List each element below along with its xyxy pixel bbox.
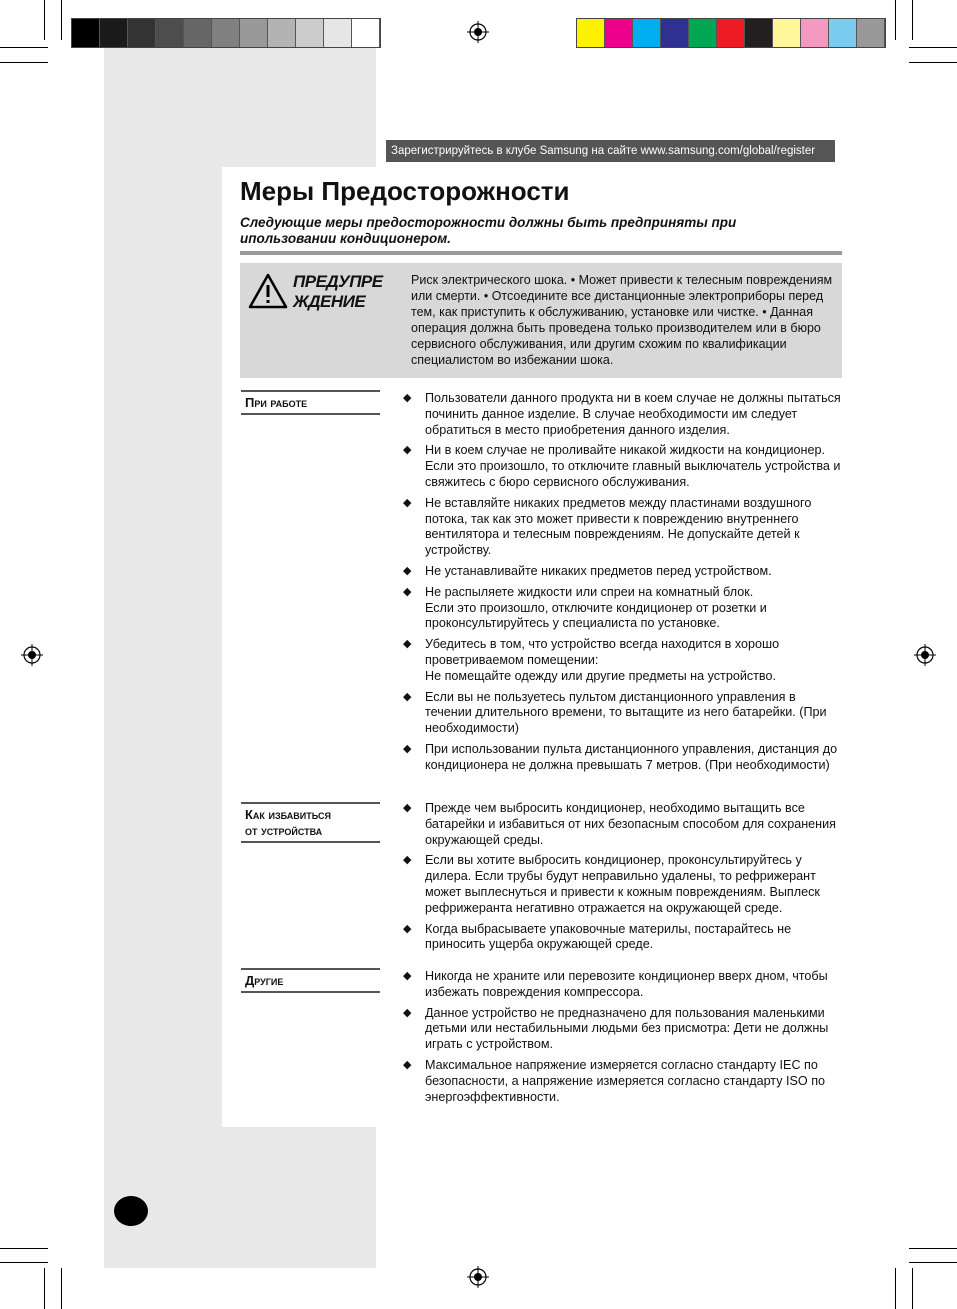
warning-box xyxy=(240,263,842,378)
section-heading-operation xyxy=(241,390,380,415)
color-swatch xyxy=(240,19,268,47)
list-item xyxy=(403,443,843,490)
list-item-text: Если вы хотите выбросить кондиционер, проконсультируйтесь у дилера. Если трубы будут неправильно удалены, то рефрижерант может выплеснуться и привести к кожным повреждениям. Выплеск рефрижеранта негативно отражается на окружающей среде. xyxy=(425,853,820,915)
section-heading-text: Другие xyxy=(245,973,284,988)
crop-mark xyxy=(0,1248,48,1249)
list-item xyxy=(403,922,843,954)
diamond-bullet-icon: ◆ xyxy=(403,638,412,651)
list-item xyxy=(403,1058,843,1105)
register-banner: Зарегистрируйтесь в клубе Samsung на сайте www.samsung.com/global/register xyxy=(386,140,835,162)
color-swatch xyxy=(100,19,128,47)
list-item-text: Прежде чем выбросить кондиционер, необходимо вытащить все батарейки и избавиться от них безопасным способом для сохранения окружающей среды. xyxy=(425,801,836,847)
color-swatch xyxy=(829,19,857,47)
section-heading-other xyxy=(241,968,380,993)
warning-triangle-icon xyxy=(248,273,288,309)
color-swatch xyxy=(773,19,801,47)
list-item xyxy=(403,969,843,1001)
list-item xyxy=(403,637,843,684)
list-item-text: Убедитесь в том, что устройство всегда находится в хорошо проветриваемом помещении: Не помещайте одежду или другие предметы на устройство. xyxy=(425,637,780,683)
crop-mark xyxy=(895,1268,896,1309)
page-title: Меры Предосторожности xyxy=(240,176,570,206)
list-item-text: При использовании пульта дистанционного управления, дистанция до кондиционера не должна превышать 7 метров. (При необходимости) xyxy=(425,741,838,772)
list-item xyxy=(403,690,843,737)
crop-mark xyxy=(44,0,45,40)
crop-mark xyxy=(895,0,896,40)
process-color-bar xyxy=(576,18,886,48)
color-swatch xyxy=(661,19,689,47)
page-number-dot xyxy=(114,1196,148,1226)
list-item-text: Если вы не пользуетесь пультом дистанционного управления в течении длительного времени, то вытащите из него батарейки. (При необходимости) xyxy=(425,689,827,736)
list-item-text: Данное устройство не предназначено для пользования маленькими детьми или нестабильными людьми без присмотра: Дети не должны играть с устройством. xyxy=(425,1005,829,1052)
list-item-text: Не распыляете жидкости или спреи на комнатный блок. Если это произошло, отключите кондиционер от розетки и проконсультируйтесь у специалиста по установке. xyxy=(425,584,767,631)
diamond-bullet-icon: ◆ xyxy=(403,854,412,867)
list-item xyxy=(403,801,843,848)
crop-mark xyxy=(909,1248,957,1249)
list-item-text: Никогда не храните или перевозите кондиционер вверх дном, чтобы избежать повреждения компрессора. xyxy=(425,969,828,999)
list-item xyxy=(403,391,843,438)
registration-mark-icon xyxy=(914,644,936,666)
list-item xyxy=(403,1006,843,1053)
diamond-bullet-icon: ◆ xyxy=(403,742,412,755)
color-swatch xyxy=(605,19,633,47)
color-swatch xyxy=(801,19,829,47)
list-item xyxy=(403,496,843,559)
crop-mark xyxy=(912,1268,913,1309)
warning-label-line: ЖДЕНИЕ xyxy=(293,292,366,311)
color-swatch xyxy=(72,19,100,47)
diamond-bullet-icon: ◆ xyxy=(403,1006,412,1019)
diamond-bullet-icon: ◆ xyxy=(403,690,412,703)
section-heading-disposal xyxy=(241,802,380,843)
crop-mark xyxy=(0,47,48,48)
crop-mark xyxy=(44,1268,45,1309)
diamond-bullet-icon: ◆ xyxy=(403,444,412,457)
diamond-bullet-icon: ◆ xyxy=(403,970,412,982)
list-item-text: Не устанавливайте никаких предметов перед устройством. xyxy=(425,563,772,578)
color-swatch xyxy=(128,19,156,47)
color-swatch xyxy=(268,19,296,47)
registration-mark-icon xyxy=(467,21,489,43)
registration-mark-icon xyxy=(21,644,43,666)
diamond-bullet-icon: ◆ xyxy=(403,802,412,814)
diamond-bullet-icon: ◆ xyxy=(403,496,412,509)
crop-mark xyxy=(61,1268,62,1309)
list-item-text: Когда выбрасываете упаковочные материлы, постарайтесь не приносить ущерба окружающей среде. xyxy=(425,921,792,952)
crop-mark xyxy=(0,62,48,63)
crop-mark xyxy=(909,62,957,63)
list-item-text: Максимальное напряжение измеряется согласно стандарту IEC по безопасности, а напряжение измеряется согласно стандарту ISO по энергоэффективности. xyxy=(425,1057,826,1104)
diamond-bullet-icon: ◆ xyxy=(403,392,412,404)
crop-mark xyxy=(909,1262,957,1263)
color-swatch xyxy=(745,19,773,47)
crop-mark xyxy=(0,1262,48,1263)
diamond-bullet-icon: ◆ xyxy=(403,564,412,577)
list-item-text: Ни в коем случае не проливайте никакой жидкости на кондиционер. Если это произошло, то отключите главный выключатель устройства и свяжитесь с бюро сервисного обслуживания. xyxy=(425,443,841,489)
list-item xyxy=(403,564,843,580)
crop-mark xyxy=(909,47,957,48)
diamond-bullet-icon: ◆ xyxy=(403,585,412,598)
color-swatch xyxy=(212,19,240,47)
diamond-bullet-icon: ◆ xyxy=(403,922,412,935)
list-item xyxy=(403,742,843,774)
warning-text: Риск электрического шока. • Может привести к телесным повреждениям или смерти. • Отсоедините все дистанционные электроприборы перед тем, как приступить к обслуживанию, установке или чистке. • Данная операция должна быть проведена только производителем или в бюро сервисного обслуживания, или другим схожим по квалификации специалистом во избежании шока. xyxy=(411,273,833,367)
registration-mark-icon xyxy=(467,1266,489,1288)
color-swatch xyxy=(577,19,605,47)
other-list xyxy=(403,969,843,1110)
section-heading-text: При работе xyxy=(245,395,308,410)
color-swatch xyxy=(156,19,184,47)
list-item-text: Не вставляйте никаких предметов между пластинами воздушного потока, так как это может привести к повреждению внутреннего вентилятора и телесным повреждениям. Не допускайте детей к устройству. xyxy=(425,495,812,558)
warning-label-line: ПРЕДУПРЕ xyxy=(293,272,383,291)
operation-list xyxy=(403,391,843,779)
list-item-text: Пользователи данного продукта ни в коем случае не должны пытаться починить данное изделие. В случае необходимости им следует обратиться в место приобретения данного изделия. xyxy=(425,391,841,437)
section-heading-text: от устройства xyxy=(245,823,323,838)
divider xyxy=(240,251,842,255)
list-item xyxy=(403,585,843,632)
crop-mark xyxy=(912,0,913,40)
disposal-list xyxy=(403,801,843,958)
diamond-bullet-icon: ◆ xyxy=(403,1058,412,1071)
list-item xyxy=(403,853,843,916)
warning-label xyxy=(293,272,403,312)
color-swatch xyxy=(352,19,380,47)
color-swatch xyxy=(184,19,212,47)
color-swatch xyxy=(857,19,885,47)
color-swatch xyxy=(689,19,717,47)
grayscale-color-bar xyxy=(71,18,381,48)
section-heading-text: Как избавиться xyxy=(245,807,331,822)
color-swatch xyxy=(633,19,661,47)
page-subtitle: Следующие меры предосторожности должны быть предприняты при ипользовании кондиционером. xyxy=(240,215,737,246)
crop-mark xyxy=(61,0,62,40)
color-swatch xyxy=(296,19,324,47)
color-swatch xyxy=(717,19,745,47)
color-swatch xyxy=(324,19,352,47)
